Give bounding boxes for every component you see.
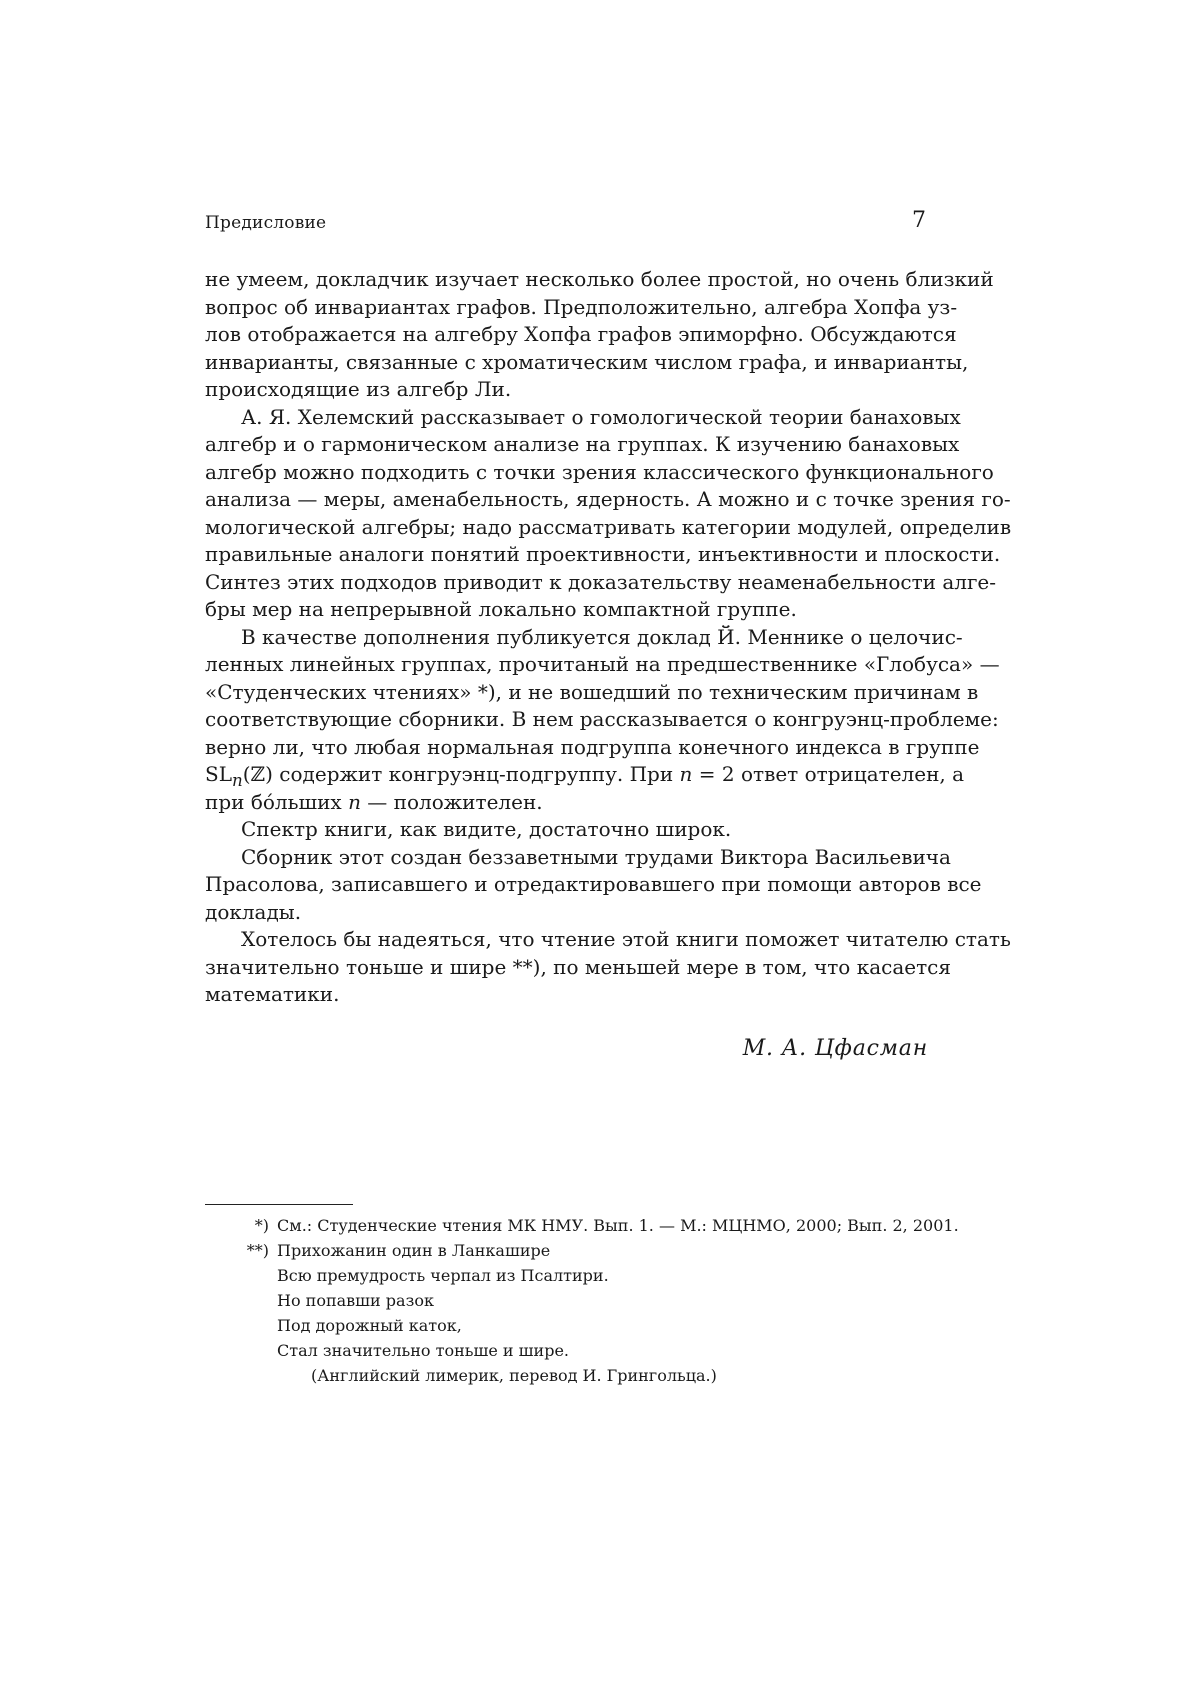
footnote-2 <box>205 1238 927 1263</box>
text-line: Прасолова, записавшего и отредактировавшего при помощи авторов все <box>205 872 982 896</box>
verse-line <box>205 1288 927 1313</box>
footnote-mark: *) <box>254 1216 269 1235</box>
text-line: лов отображается на алгебру Хопфа графов эпиморфно. Обсуждаются <box>205 322 957 346</box>
text-line: Сборник этот создан беззаветными трудами Виктора Васильевича <box>241 844 951 869</box>
subscript-n: n <box>231 771 243 790</box>
text-line: Хотелось бы надеяться, что чтение этой книги поможет читателю стать <box>241 927 1011 951</box>
text-line: математики. <box>205 982 340 1006</box>
math-equals-two: = 2 <box>692 762 735 786</box>
text-line: Синтез этих подходов приводит к доказательству неаменабельности алге- <box>205 569 997 594</box>
paragraph-1 <box>205 266 994 404</box>
text-fragment: ответ отрицателен, а <box>734 762 965 786</box>
verse-text: Всю премудрость черпал из Псалтири. <box>277 1266 609 1285</box>
text-line: Спектр книги, как видите, достаточно широк. <box>241 817 732 841</box>
text-line: алгебр и о гармоническом анализе на группах. К изучению банаховых <box>205 432 960 456</box>
paragraph-5 <box>205 844 982 927</box>
running-head: Предисловие <box>205 213 327 233</box>
sl-symbol: SL <box>205 762 232 786</box>
text-line: ленных линейных группах, прочитаный на предшественнике «Глобуса» — <box>205 652 1000 676</box>
math-n: n <box>348 789 361 814</box>
text-line: значительно тоньше и шире **), по меньшей мере в том, что касается <box>205 954 951 979</box>
footnote-mark: **) <box>246 1241 269 1260</box>
verse-line <box>205 1263 927 1288</box>
text-line-math <box>205 789 927 817</box>
paragraph-6 <box>205 926 1011 1009</box>
verse-line <box>205 1338 927 1363</box>
text-fragment: содержит конгруэнц-подгруппу. При <box>272 762 680 786</box>
text-line: не умеем, докладчик изучает несколько более простой, но очень близкий <box>205 267 994 291</box>
text-line: доклады. <box>205 899 302 924</box>
text-line: происходящие из алгебр Ли. <box>205 377 512 401</box>
page-number: 7 <box>912 208 926 233</box>
text-line: правильные аналоги понятий проективности, инъективности и плоскости. <box>205 542 1001 566</box>
text-line: вопрос об инвариантах графов. Предположительно, алгебра Хопфа уз- <box>205 294 958 319</box>
verse-attribution <box>205 1363 927 1388</box>
text-line: верно ли, что любая нормальная подгруппа конечного индекса в группе <box>205 734 980 759</box>
verse-line <box>205 1313 927 1338</box>
attribution-text: (Английский лимерик, перевод И. Грингольца.) <box>311 1366 717 1385</box>
footnote-text: Прихожанин один в Ланкашире <box>277 1241 551 1260</box>
footnote-rule <box>205 1204 353 1205</box>
text-fragment: при бо́льших <box>205 789 349 814</box>
text-line: В качестве дополнения публикуется доклад Й. Меннике о целочис- <box>241 624 963 649</box>
text-fragment: — положителен. <box>360 789 543 814</box>
math-n: n <box>679 762 693 786</box>
text-line: бры мер на непрерывной локально компактной группе. <box>205 597 797 621</box>
text-line: соответствующие сборники. В нем рассказывается о конгруэнц-проблеме: <box>205 707 999 731</box>
integers-symbol: (ℤ) <box>242 762 273 786</box>
main-text <box>205 266 1012 1009</box>
paragraph-2 <box>205 404 1012 624</box>
text-line: «Студенческих чтениях» *), и не вошедший по техническим причинам в <box>205 679 979 704</box>
text-line: мологической алгебры; надо рассматривать категории модулей, определив <box>205 514 1012 539</box>
paragraph-4 <box>205 816 927 844</box>
text-line: алгебр можно подходить с точки зрения классического функционального <box>205 459 994 484</box>
verse-text: Под дорожный каток, <box>277 1316 462 1335</box>
text-line: инварианты, связанные с хроматическим числом графа, и инварианты, <box>205 349 969 374</box>
text-line: анализа — меры, аменабельность, ядерность. А можно и с точке зрения го- <box>205 487 1011 511</box>
text-line-math <box>205 761 965 790</box>
author-signature: М. А. Цфасман <box>742 1036 928 1061</box>
verse-text: Стал значительно тоньше и шире. <box>277 1341 570 1360</box>
text-line: А. Я. Хелемский рассказывает о гомологической теории банаховых <box>241 404 961 429</box>
paragraph-3 <box>205 624 1000 817</box>
footnote-text: См.: Студенческие чтения МК НМУ. Вып. 1. — М.: МЦНМО, 2000; Вып. 2, 2001. <box>277 1216 959 1235</box>
verse-text: Но попавши разок <box>277 1291 434 1310</box>
footnotes <box>205 1213 959 1388</box>
footnote-1 <box>205 1213 959 1238</box>
